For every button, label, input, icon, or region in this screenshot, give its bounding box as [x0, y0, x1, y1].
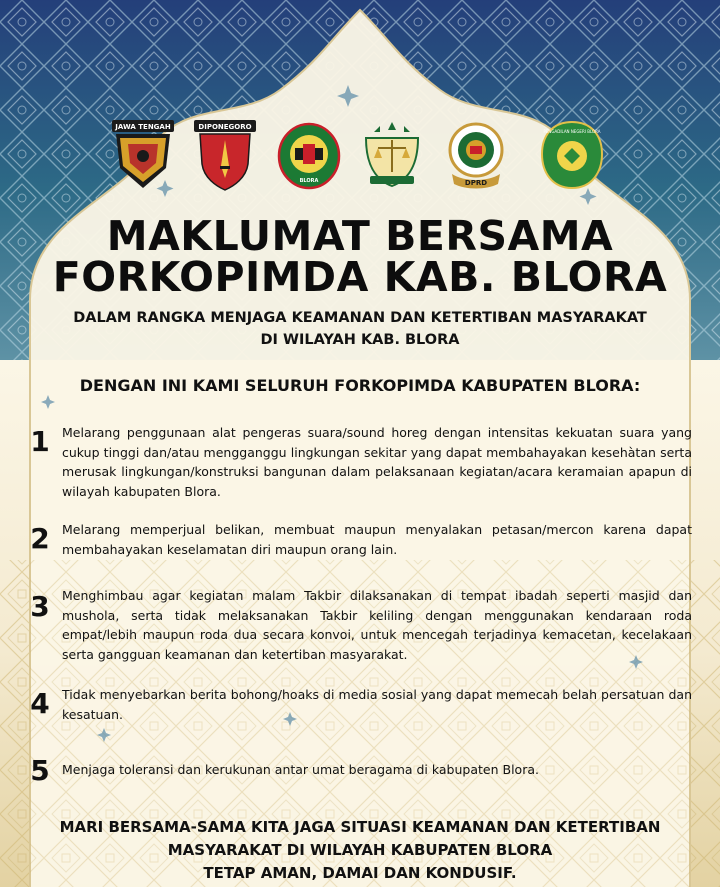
pengadilan-logo [536, 118, 608, 192]
item-text: Tidak menyebarkan berita bohong/hoaks di media sosial yang dapat memecah belah persatuan dan kesatuan. [62, 687, 692, 722]
title-line-2: FORKOPIMDA KAB. BLORA [52, 253, 668, 301]
intro-heading: DENGAN INI KAMI SELURUH FORKOPIMDA KABUPATEN BLORA: [79, 376, 641, 395]
logo-row [108, 118, 608, 198]
item-text: Melarang memperjual belikan, membuat maupun menyalakan petasan/mercon karena dapat membahayakan keselamatan diri maupun orang lain. [62, 522, 692, 557]
kodim-logo-text: DIPONEGORO [198, 123, 252, 131]
subtitle-line-1: DALAM RANGKA MENJAGA KEAMANAN DAN KETERTIBAN MASYARAKAT [73, 310, 647, 326]
item-number: 2 [30, 522, 50, 555]
item-text: Menjaga toleransi dan kerukunan antar umat beragama di kabupaten Blora. [62, 762, 539, 777]
polres-logo [108, 118, 180, 192]
item-number: 3 [30, 590, 50, 623]
item-text: Melarang penggunaan alat pengeras suara/sound horeg dengan intensitas kekuatan suara yang cukup tinggi dan/atau mengganggu lingkungan sekitar yang dapat membahayakan kesehàtan serta merusak lingkungan/konstruksi bangunan dalam pelaksanaan kegiatan/acara keramaian apapun di wilayah kabupaten Blora. [62, 425, 692, 499]
kodim-logo [190, 118, 262, 192]
item-number: 1 [30, 425, 50, 458]
dprd-logo [440, 118, 512, 192]
footer-line-3: TETAP AMAN, DAMAI DAN KONDUSIF. [203, 864, 517, 882]
pengadilan-logo-text: PENGADILAN NEGERI BLORA [543, 129, 601, 134]
item-text: Menghimbau agar kegiatan malam Takbir dilaksanakan di tempat ibadah seperti masjid dan mushola, serta tidak melaksanakan Takbir keliling dengan menggunakan kendaraan roda empat/lebih maupun roda dua secara konvoi, untuk mencegah terjadinya kemacetan, kecelakaan serta gangguan keamanan dan ketertiban masyarakat. [62, 588, 692, 662]
footer-line-1: MARI BERSAMA-SAMA KITA JAGA SITUASI KEAMANAN DAN KETERTIBAN [59, 818, 661, 836]
pemkab-logo-text: BLORA [299, 178, 319, 184]
footer-message [30, 816, 690, 885]
item-number: 4 [30, 687, 50, 720]
kejaksaan-logo [356, 118, 428, 192]
title-line-1: MAKLUMAT BERSAMA [106, 212, 614, 260]
subtitle [40, 307, 680, 351]
footer-line-2: MASYARAKAT DI WILAYAH KABUPATEN BLORA [167, 841, 553, 859]
dprd-logo-text: DPRD [464, 179, 488, 187]
polres-logo-text: JAWA TENGAH [115, 123, 171, 131]
pemkab-logo [273, 118, 345, 192]
subtitle-line-2: DI WILAYAH KAB. BLORA [260, 332, 460, 348]
item-number: 5 [30, 754, 50, 787]
